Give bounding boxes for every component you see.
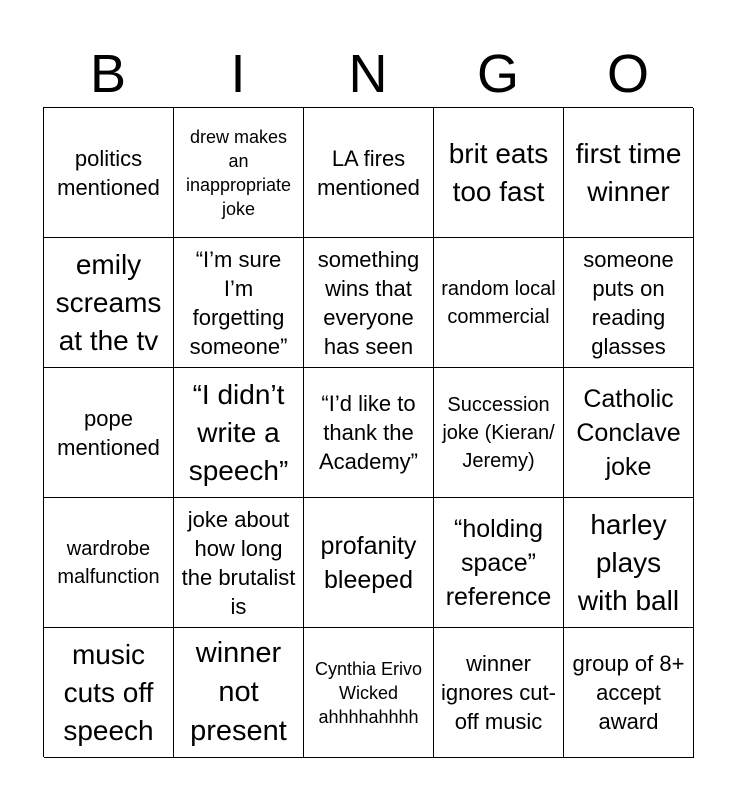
bingo-cell[interactable] [434,108,564,238]
bingo-cell-text: someone puts on reading glasses [583,246,674,359]
bingo-cell-text: winner not present [190,637,287,747]
bingo-cell[interactable] [174,238,304,368]
bingo-cell-text: “I’d like to thank the Academy” [318,391,419,474]
bingo-cell-text: music cuts off speech [63,638,154,746]
bingo-cell-text: random local commercial [441,277,556,328]
bingo-cell-text: something wins that everyone has seen [317,246,420,359]
header-letter-n: N [348,44,388,104]
bingo-cell[interactable] [434,368,564,498]
header-letter-i: I [230,44,246,104]
bingo-cell[interactable] [304,238,434,368]
bingo-cell-text: wardrobe malfunction [57,537,160,588]
bingo-cell-text: Catholic Conclave joke [576,384,681,481]
bingo-cell-text: group of 8+ accept award [572,651,685,734]
bingo-cell[interactable] [564,108,694,238]
bingo-cell-text: Cynthia Erivo Wicked ahhhhahhhh [314,658,423,727]
header-letter-o: O [606,44,649,104]
bingo-cell[interactable] [44,628,174,758]
bingo-cell[interactable] [44,238,174,368]
bingo-cell-text: Succession joke (Kieran/ Jeremy) [442,393,555,472]
bingo-cell[interactable] [44,368,174,498]
bingo-cell[interactable] [44,498,174,628]
bingo-cell-text: drew makes an inappropriate joke [185,126,292,219]
bingo-cell[interactable] [174,498,304,628]
bingo-cell-text: politics mentioned [57,145,160,200]
bingo-cell[interactable] [174,368,304,498]
bingo-cell[interactable] [44,108,174,238]
bingo-cell[interactable] [564,498,694,628]
bingo-cell-text: first time winner [575,137,682,207]
bingo-cell-text: winner ignores cut-off music [441,651,556,734]
bingo-cell[interactable] [174,108,304,238]
bingo-cell-text: LA fires mentioned [317,145,420,200]
bingo-cell-text: “holding space” reference [445,514,552,611]
bingo-cell[interactable] [564,238,694,368]
bingo-cell[interactable] [434,498,564,628]
bingo-cell-text: “I didn’t write a speech” [188,378,289,486]
bingo-cell[interactable] [564,628,694,758]
bingo-cell-text: emily screams at the tv [55,248,162,356]
header-letter-g: G [476,44,519,104]
bingo-cell[interactable] [304,498,434,628]
bingo-cell-text: harley plays with ball [577,508,680,616]
bingo-cell-text: “I’m sure I’m forgetting someone” [189,246,288,359]
bingo-cell[interactable] [304,108,434,238]
bingo-cell[interactable] [304,368,434,498]
bingo-cell-text: pope mentioned [57,405,160,460]
bingo-cell-text: profanity bleeped [320,531,417,594]
bingo-cell[interactable] [304,628,434,758]
bingo-cell-text: joke about how long the brutalist is [181,506,296,619]
bingo-cell[interactable] [434,238,564,368]
bingo-cell[interactable] [434,628,564,758]
header-letter-b: B [89,44,127,104]
bingo-cell[interactable] [174,628,304,758]
bingo-cell-text: brit eats too fast [448,137,549,207]
bingo-cell[interactable] [564,368,694,498]
bingo-header [43,40,693,108]
bingo-card-grid [43,107,693,757]
